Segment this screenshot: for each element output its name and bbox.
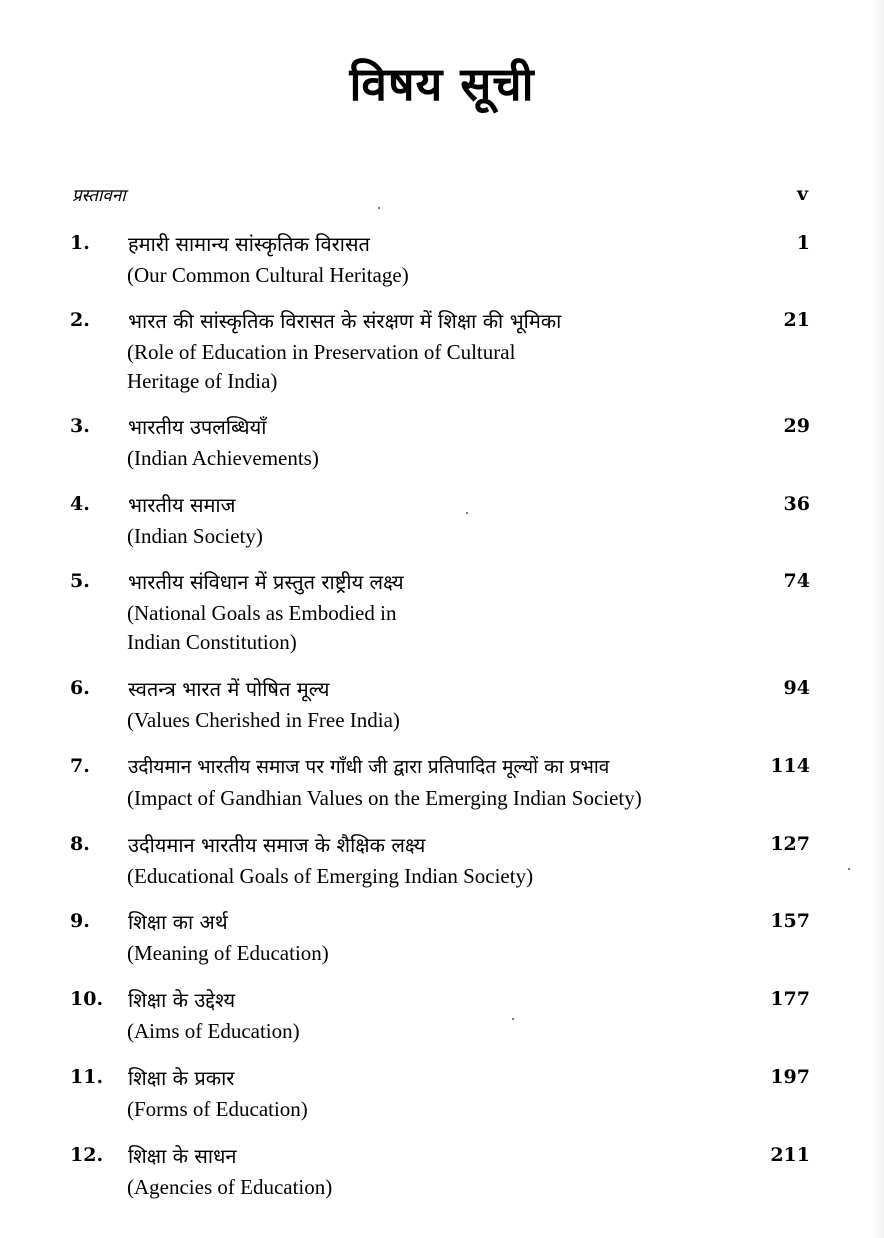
entry-number: 11. [70, 1066, 104, 1088]
english-line: (Our Common Cultural Heritage) [127, 263, 409, 287]
entry-page-number: 1 [796, 232, 810, 254]
entry-english-title [127, 784, 747, 813]
entry-hindi-title: स्वतन्त्र भारत में पोषित मूल्य [128, 677, 330, 701]
entry-number: 1. [70, 232, 90, 254]
entry-page-number: 177 [770, 988, 810, 1010]
entry-english-title [127, 862, 687, 891]
entry-hindi-title: शिक्षा के साधन [128, 1144, 237, 1168]
preface-label: प्रस्तावना [72, 186, 126, 206]
entry-hindi-title: भारत की सांस्कृतिक विरासत के संरक्षण में शिक्षा की भूमिका [128, 309, 562, 333]
entry-page-number: 114 [770, 755, 810, 777]
scan-speck [378, 207, 380, 209]
entry-english-title [127, 522, 687, 551]
scan-speck [466, 512, 468, 514]
english-line: (Educational Goals of Emerging Indian Society) [127, 864, 534, 888]
entry-number: 2. [70, 309, 90, 331]
entry-page-number: 197 [770, 1066, 810, 1088]
entry-hindi-title: भारतीय उपलब्धियाँ [128, 415, 267, 439]
entry-number: 8. [70, 833, 90, 855]
page-title: विषय सूची [349, 57, 535, 111]
entry-english-title [127, 1017, 687, 1046]
entry-number: 7. [70, 755, 90, 777]
preface-page-number: v [796, 183, 808, 205]
english-line: (Aims of Education) [127, 1019, 300, 1043]
entry-english-title [127, 706, 687, 735]
entry-english-title [127, 1173, 687, 1202]
english-line: (Impact of Gandhian Values on the Emerging Indian Society) [127, 786, 642, 810]
entry-page-number: 29 [783, 415, 810, 437]
scan-speck [512, 1018, 514, 1020]
entry-hindi-title: भारतीय समाज [128, 493, 236, 517]
entry-english-title [127, 261, 687, 290]
entry-english-title [127, 1095, 687, 1124]
english-line: (Agencies of Education) [127, 1175, 333, 1199]
entry-number: 9. [70, 910, 90, 932]
entry-hindi-title: भारतीय संविधान में प्रस्तुत राष्ट्रीय लक्ष्य [128, 570, 404, 594]
preface-row [72, 183, 808, 206]
entry-english-title [127, 338, 687, 396]
entry-hindi-title: हमारी सामान्य सांस्कृतिक विरासत [128, 232, 370, 256]
entry-number: 3. [70, 415, 90, 437]
entry-page-number: 211 [770, 1144, 810, 1166]
entry-hindi-title: शिक्षा के प्रकार [128, 1066, 235, 1090]
entry-hindi-title: उदीयमान भारतीय समाज पर गाँधी जी द्वारा प्रतिपादित मूल्यों का प्रभाव [128, 756, 610, 778]
entry-number: 4. [70, 493, 90, 515]
page-edge-shadow [872, 0, 884, 1238]
entry-number: 12. [70, 1144, 104, 1166]
entry-english-title [127, 599, 687, 657]
scan-speck [848, 868, 850, 870]
entry-page-number: 94 [783, 677, 810, 699]
entry-number: 10. [70, 988, 104, 1010]
english-line: (Role of Education in Preservation of Cultural [127, 340, 516, 364]
entry-page-number: 21 [783, 309, 810, 331]
entry-page-number: 157 [770, 910, 810, 932]
entry-page-number: 36 [783, 493, 810, 515]
english-line: (Indian Achievements) [127, 446, 319, 470]
entry-english-title [127, 444, 687, 473]
entry-hindi-title: उदीयमान भारतीय समाज के शैक्षिक लक्ष्य [128, 833, 426, 857]
english-line: (Values Cherished in Free India) [127, 708, 400, 732]
english-line: Heritage of India) [127, 369, 278, 393]
english-line: (Meaning of Education) [127, 941, 329, 965]
english-line: Indian Constitution) [127, 630, 297, 654]
entry-page-number: 74 [783, 570, 810, 592]
entry-number: 6. [70, 677, 90, 699]
entry-page-number: 127 [770, 833, 810, 855]
english-line: (Forms of Education) [127, 1097, 308, 1121]
entry-hindi-title: शिक्षा का अर्थ [128, 910, 228, 934]
english-line: (National Goals as Embodied in [127, 601, 397, 625]
entry-english-title [127, 939, 687, 968]
english-line: (Indian Society) [127, 524, 263, 548]
entry-number: 5. [70, 570, 90, 592]
entry-hindi-title: शिक्षा के उद्देश्य [128, 988, 236, 1012]
